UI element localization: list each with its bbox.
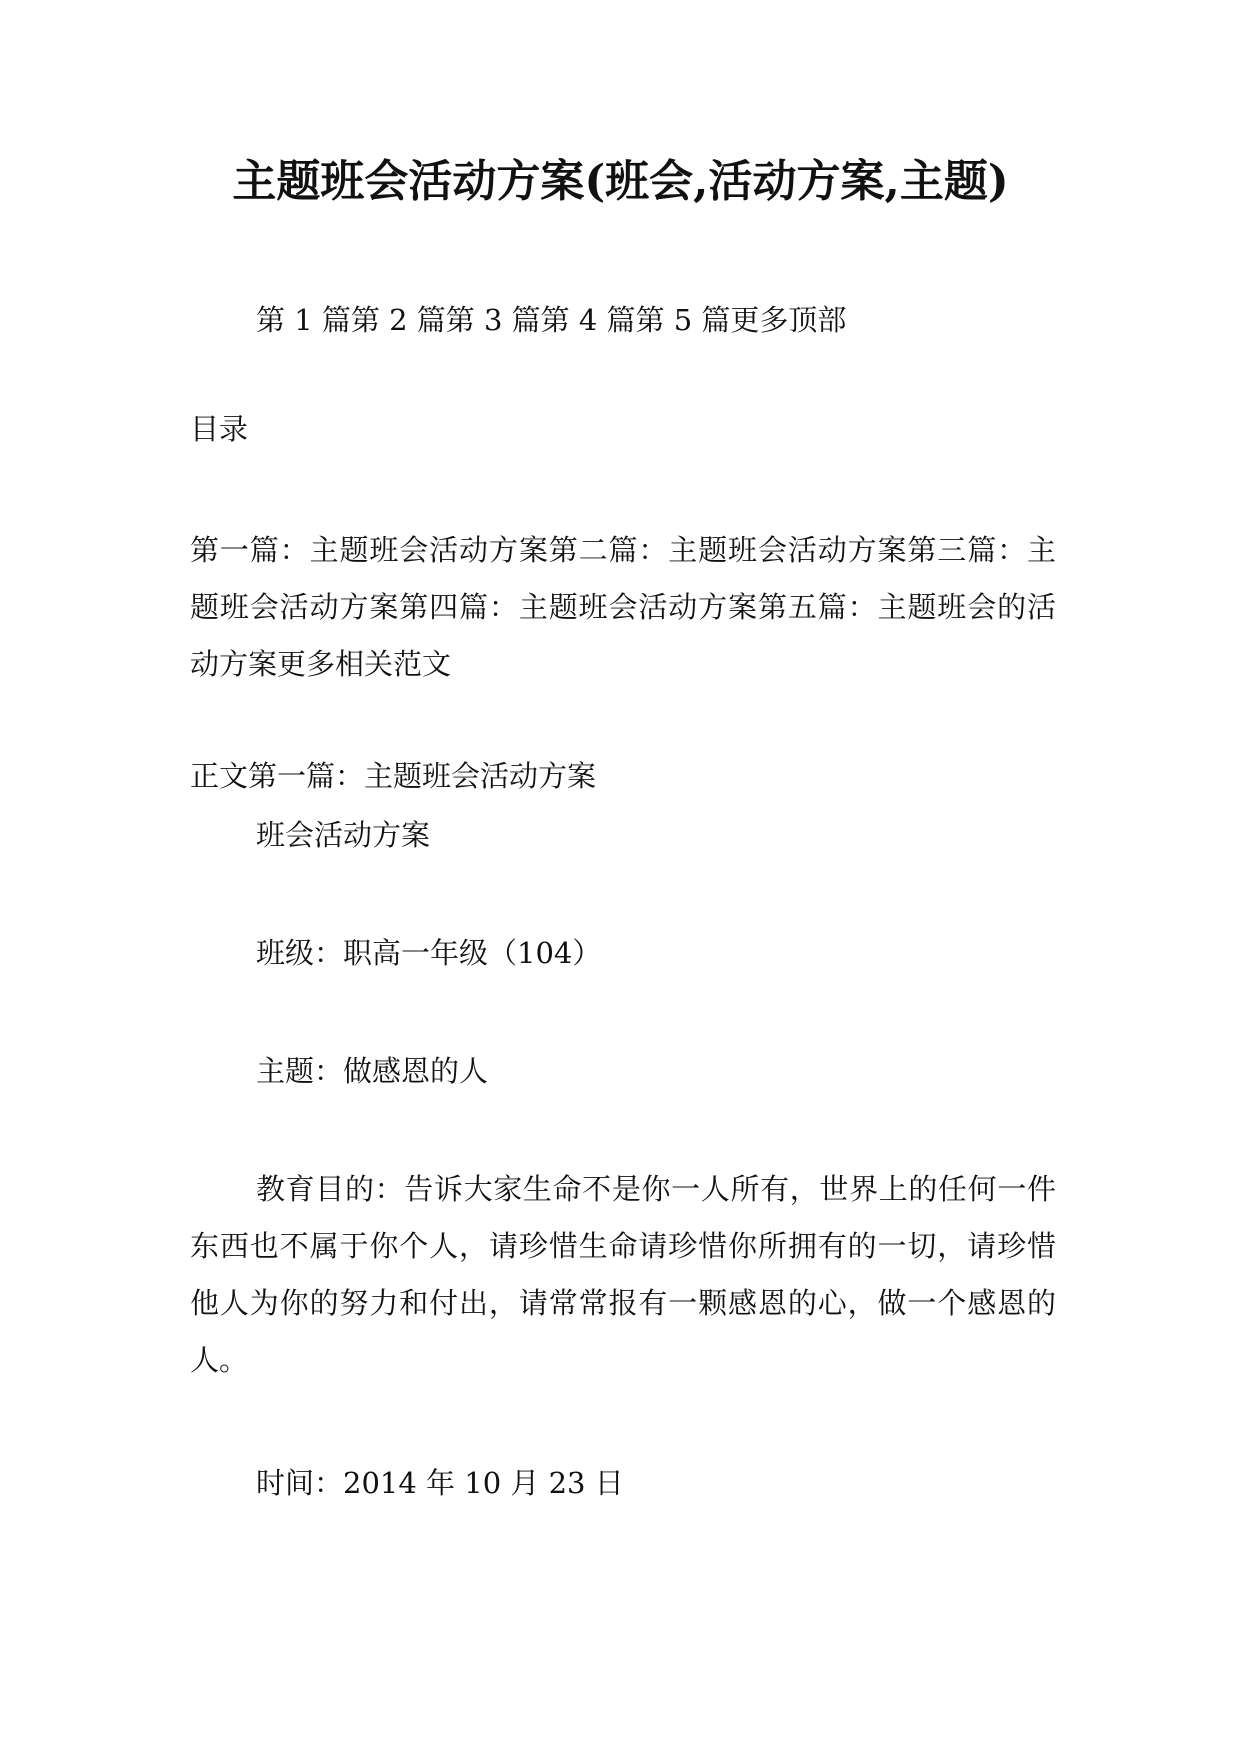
chapter-navigation: 第 1 篇第 2 篇第 3 篇第 4 篇第 5 篇更多顶部 bbox=[256, 303, 847, 337]
plan-subtitle: 班会活动方案 bbox=[256, 818, 431, 852]
theme-line: 主题：做感恩的人 bbox=[256, 1054, 489, 1088]
purpose-paragraph: 教育目的：告诉大家生命不是你一人所有，世界上的任何一件东西也不属于你个人，请珍惜生命请珍惜你所拥有的一切，请珍惜他人为你的努力和付出，请常常报有一颗感恩的心，做一个感恩的人。 bbox=[190, 1172, 1056, 1377]
body-heading: 正文第一篇：主题班会活动方案 bbox=[190, 759, 597, 793]
time-line: 时间：2014 年 10 月 23 日 bbox=[256, 1466, 624, 1500]
toc-heading: 目录 bbox=[190, 412, 249, 446]
class-line: 班级：职高一年级（104） bbox=[256, 936, 602, 970]
document-title: 主题班会活动方案(班会,活动方案,主题) bbox=[232, 156, 1009, 207]
toc-paragraph: 第一篇：主题班会活动方案第二篇：主题班会活动方案第三篇：主题班会活动方案第四篇：主题班会活动方案第五篇：主题班会的活动方案更多相关范文 bbox=[190, 533, 1056, 681]
